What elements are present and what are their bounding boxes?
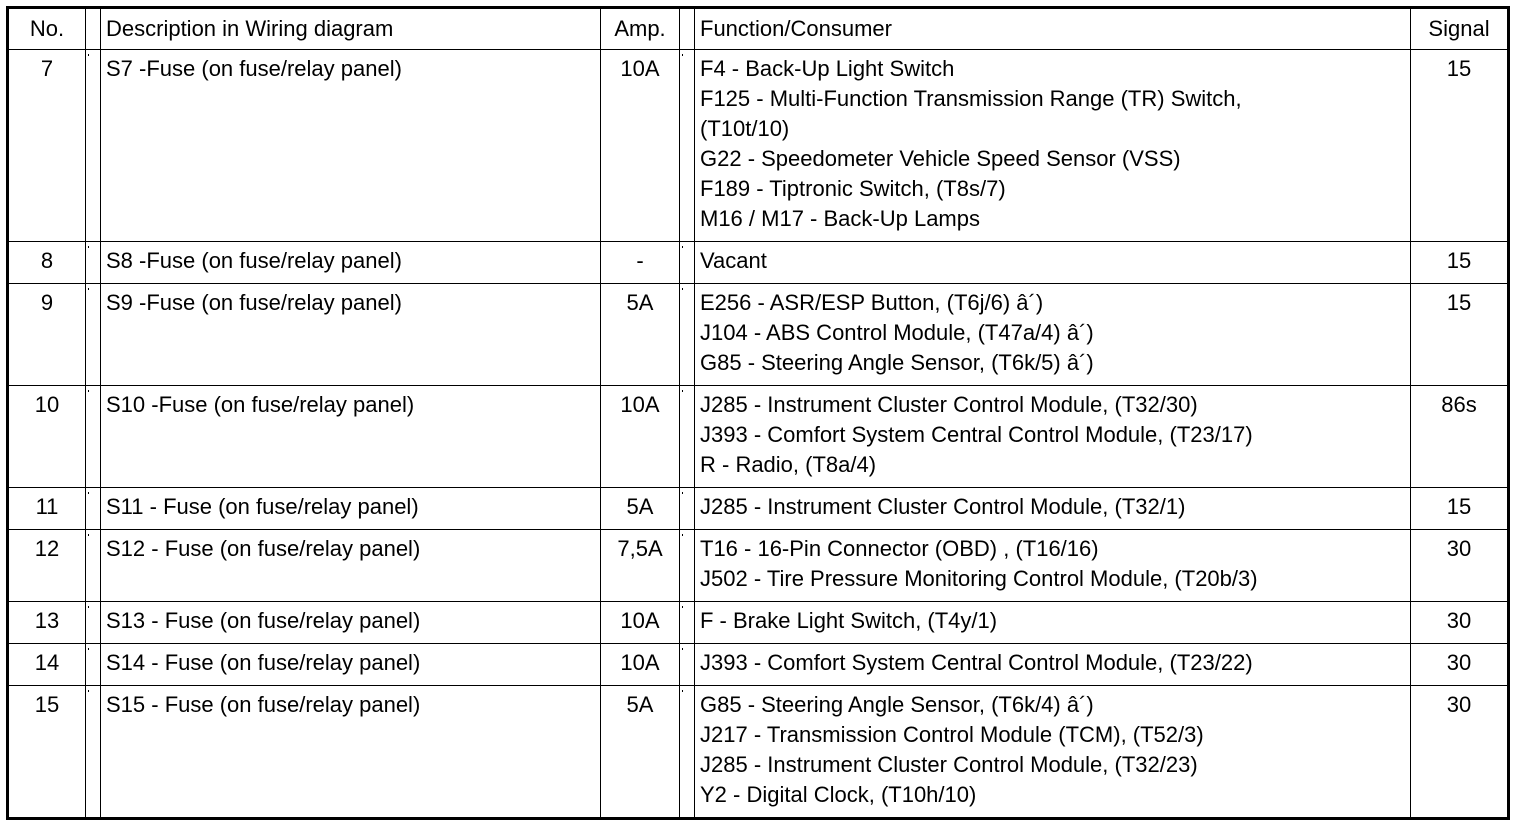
fuse-number: 13 [8,602,86,644]
function-line: Vacant [700,248,767,273]
fuse-number: 8 [8,242,86,284]
header-signal: Signal [1411,8,1509,50]
function-line: F4 - Back-Up Light Switch [700,56,955,81]
fuse-table-body [8,50,1509,819]
function-line: J502 - Tire Pressure Monitoring Control Module, (T20b/3) [700,566,1258,591]
fuse-signal: 30 [1411,644,1509,686]
function-line: G85 - Steering Angle Sensor, (T6k/5) â´) [700,350,1094,375]
fuse-amperage: - [601,242,680,284]
fuse-number: 9 [8,284,86,386]
fuse-amperage: 10A [601,602,680,644]
fuse-description: S12 - Fuse (on fuse/relay panel) [101,530,601,602]
spacer-cell [86,242,101,284]
spacer-cell [86,488,101,530]
function-line: J217 - Transmission Control Module (TCM), (T52/3) [700,722,1204,747]
fuse-amperage: 5A [601,686,680,819]
function-line: F125 - Multi-Function Transmission Range (TR) Switch, [700,86,1242,111]
function-line: (T10t/10) [700,116,790,141]
table-row [8,284,1509,386]
header-function: Function/Consumer [695,8,1411,50]
spacer-cell [680,530,695,602]
fuse-amperage: 10A [601,50,680,242]
function-line: Y2 - Digital Clock, (T10h/10) [700,782,977,807]
fuse-description: S14 - Fuse (on fuse/relay panel) [101,644,601,686]
fuse-function [695,50,1411,242]
function-line: J104 - ABS Control Module, (T47a/4) â´) [700,320,1094,345]
fuse-function [695,686,1411,819]
spacer-cell [680,386,695,488]
fuse-signal: 86s [1411,386,1509,488]
table-row [8,686,1509,819]
table-row [8,602,1509,644]
fuse-number: 12 [8,530,86,602]
fuse-number: 10 [8,386,86,488]
table-row [8,530,1509,602]
fuse-number: 11 [8,488,86,530]
fuse-signal: 30 [1411,530,1509,602]
fuse-number: 14 [8,644,86,686]
fuse-function [695,644,1411,686]
fuse-function [695,530,1411,602]
function-line: G85 - Steering Angle Sensor, (T6k/4) â´) [700,692,1094,717]
table-row [8,488,1509,530]
fuse-description: S7 -Fuse (on fuse/relay panel) [101,50,601,242]
function-line: J285 - Instrument Cluster Control Module, (T32/23) [700,752,1198,777]
table-row [8,242,1509,284]
spacer-cell [680,50,695,242]
header-amp: Amp. [601,8,680,50]
fuse-amperage: 5A [601,284,680,386]
fuse-amperage: 10A [601,644,680,686]
fuse-description: S8 -Fuse (on fuse/relay panel) [101,242,601,284]
function-line: R - Radio, (T8a/4) [700,452,877,477]
spacer-cell [680,602,695,644]
fuse-description: S15 - Fuse (on fuse/relay panel) [101,686,601,819]
fuse-amperage: 10A [601,386,680,488]
fuse-table [6,6,1510,820]
fuse-description: S9 -Fuse (on fuse/relay panel) [101,284,601,386]
spacer-cell [86,686,101,819]
spacer-cell [86,386,101,488]
fuse-signal: 15 [1411,284,1509,386]
spacer-cell [86,8,101,50]
function-line: T16 - 16-Pin Connector (OBD) , (T16/16) [700,536,1099,561]
fuse-amperage: 5A [601,488,680,530]
function-line: J393 - Comfort System Central Control Module, (T23/22) [700,650,1253,675]
function-line: F - Brake Light Switch, (T4y/1) [700,608,998,633]
spacer-cell [680,488,695,530]
header-no: No. [8,8,86,50]
fuse-function [695,242,1411,284]
fuse-number: 15 [8,686,86,819]
spacer-cell [86,284,101,386]
function-line: J285 - Instrument Cluster Control Module, (T32/30) [700,392,1198,417]
spacer-cell [680,644,695,686]
spacer-cell [86,50,101,242]
spacer-cell [86,530,101,602]
fuse-signal: 15 [1411,50,1509,242]
function-line: J285 - Instrument Cluster Control Module, (T32/1) [700,494,1186,519]
fuse-function [695,386,1411,488]
spacer-cell [86,644,101,686]
fuse-signal: 15 [1411,242,1509,284]
spacer-cell [680,242,695,284]
fuse-number: 7 [8,50,86,242]
spacer-cell [680,284,695,386]
table-row [8,386,1509,488]
table-row [8,50,1509,242]
fuse-description: S13 - Fuse (on fuse/relay panel) [101,602,601,644]
spacer-cell [86,602,101,644]
fuse-function [695,602,1411,644]
spacer-cell [680,686,695,819]
fuse-signal: 15 [1411,488,1509,530]
fuse-description: S11 - Fuse (on fuse/relay panel) [101,488,601,530]
function-line: F189 - Tiptronic Switch, (T8s/7) [700,176,1006,201]
function-line: M16 / M17 - Back-Up Lamps [700,206,980,231]
function-line: E256 - ASR/ESP Button, (T6j/6) â´) [700,290,1044,315]
header-row [8,8,1509,50]
fuse-amperage: 7,5A [601,530,680,602]
function-line: J393 - Comfort System Central Control Module, (T23/17) [700,422,1253,447]
fuse-signal: 30 [1411,686,1509,819]
fuse-function [695,488,1411,530]
header-description: Description in Wiring diagram [101,8,601,50]
fuse-description: S10 -Fuse (on fuse/relay panel) [101,386,601,488]
fuse-function [695,284,1411,386]
spacer-cell [680,8,695,50]
table-row [8,644,1509,686]
function-line: G22 - Speedometer Vehicle Speed Sensor (VSS) [700,146,1181,171]
fuse-signal: 30 [1411,602,1509,644]
